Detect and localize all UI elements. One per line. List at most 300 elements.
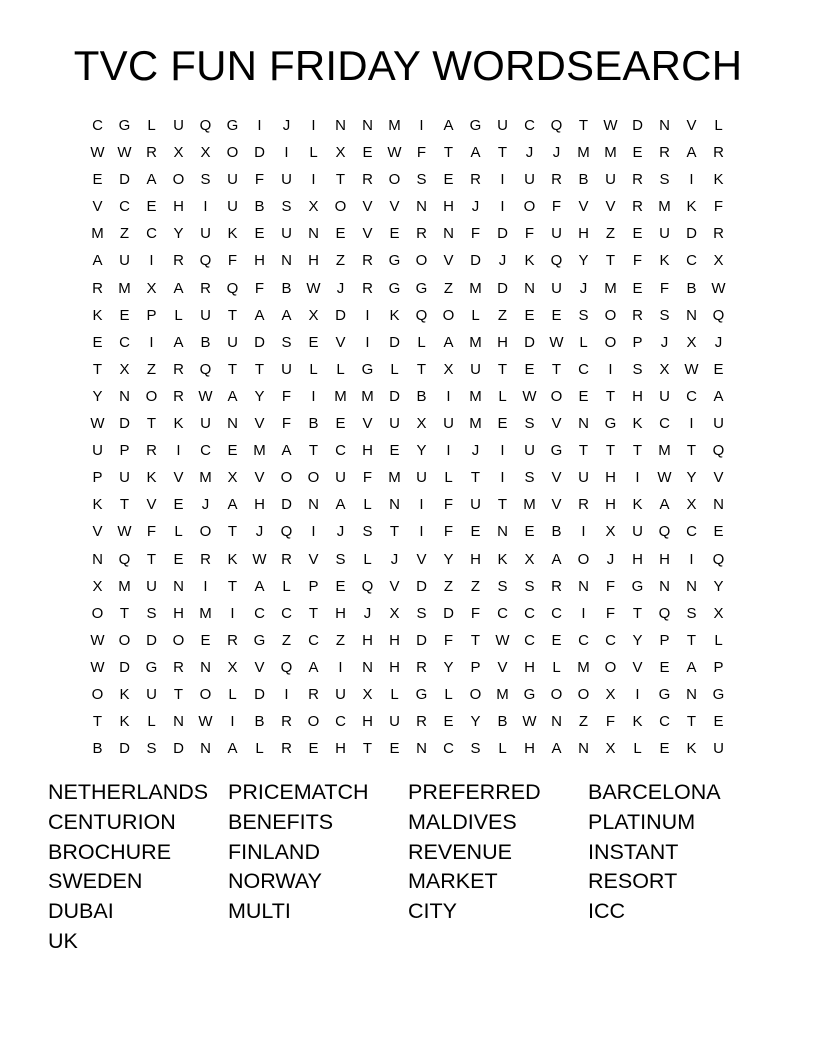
grid-letter: W [522,387,537,405]
grid-letter: R [632,198,643,216]
grid-letter: M [523,496,536,514]
grid-letter: E [308,333,319,351]
grid-letter: X [119,360,130,378]
grid-letter: G [712,685,725,703]
grid-letter: E [443,713,454,731]
grid-letter: D [497,279,508,297]
grid-letter: T [632,442,643,460]
grid-letter: N [362,117,373,134]
grid-letter: R [416,225,427,243]
grid-letter: V [308,550,319,568]
grid-letter: C [686,387,697,405]
grid-letter: S [416,604,427,622]
grid-letter: N [551,713,562,731]
grid-letter: U [443,415,454,433]
grid-letter: L [282,577,291,595]
grid-letter: R [173,252,184,270]
grid-letter: F [227,252,238,270]
grid-letter: G [118,117,131,134]
grid-letter: M [199,469,212,487]
grid-letter: X [659,360,670,378]
grid-letter: N [578,415,589,433]
grid-letter: E [308,740,319,758]
grid-letter: O [604,658,617,676]
grid-letter: E [632,225,643,243]
grid-letter: M [388,469,401,487]
grid-letter: M [361,387,374,405]
grid-letter: D [335,306,346,324]
grid-letter: E [173,550,184,568]
grid-letter: O [334,198,347,216]
grid-letter: Q [712,306,725,324]
grid-letter: R [416,713,427,731]
grid-letter: H [659,550,670,568]
grid-letter: H [254,496,265,514]
grid-letter: O [604,333,617,351]
grid-letter: X [308,198,319,216]
grid-letter: E [632,144,643,162]
grid-letter: O [415,252,428,270]
grid-letter: K [632,496,643,514]
grid-letter: D [119,658,130,676]
grid-letter: U [470,360,481,378]
grid-letter: O [577,685,590,703]
grid-letter: A [551,740,562,758]
grid-letter: Z [443,279,454,297]
word-list-item: PLATINUM [588,809,696,834]
grid-letter: D [119,415,130,433]
grid-letter: E [227,442,238,460]
grid-letter: Z [335,252,346,270]
grid-letter: L [390,360,399,378]
grid-letter: N [308,225,319,243]
grid-letter: A [686,658,697,676]
grid-letter: I [284,685,289,703]
grid-letter: J [498,252,507,270]
grid-letter: D [686,225,697,243]
grid-letter: O [442,306,455,324]
grid-letter: D [443,604,454,622]
grid-letter: I [446,442,451,460]
grid-letter: S [200,171,211,189]
grid-letter: B [551,523,562,541]
grid-letter: O [91,604,104,622]
grid-letter: G [415,279,428,297]
grid-letter: L [228,685,237,703]
grid-letter: A [173,333,184,351]
grid-letter: X [686,496,697,514]
grid-letter: X [713,252,724,270]
grid-letter: U [227,333,238,351]
grid-letter: D [254,333,265,351]
grid-letter: Y [92,387,103,405]
grid-letter: A [443,333,454,351]
word-list-item: REVENUE [408,839,512,864]
grid-letter: U [173,117,184,134]
grid-letter: T [578,117,589,134]
grid-letter: C [524,631,535,649]
grid-letter: C [659,713,670,731]
grid-letter: T [416,360,427,378]
grid-letter: U [524,171,535,189]
grid-letter: E [524,360,535,378]
grid-letter: V [389,577,400,595]
grid-letter: V [632,658,643,676]
grid-letter: G [226,117,239,134]
grid-letter: U [605,171,616,189]
grid-letter: V [389,198,400,216]
grid-letter: W [549,333,564,351]
grid-letter: C [308,631,319,649]
grid-letter: U [119,469,130,487]
grid-letter: G [550,442,563,460]
grid-letter: H [605,496,616,514]
grid-letter: J [471,442,480,460]
grid-letter: M [199,604,212,622]
grid-letter: J [363,604,372,622]
grid-letter: C [605,631,616,649]
grid-letter: O [145,387,158,405]
grid-letter: H [632,550,643,568]
grid-letter: I [203,577,208,595]
grid-letter: K [92,496,103,514]
grid-letter: R [173,360,184,378]
grid-letter: N [578,740,589,758]
grid-letter: D [524,333,535,351]
grid-letter: X [362,685,373,703]
grid-letter: F [551,198,562,216]
grid-letter: E [632,279,643,297]
grid-letter: E [389,740,400,758]
word-list-item: UK [48,928,78,953]
grid-letter: V [551,469,562,487]
grid-letter: N [200,658,211,676]
grid-letter: T [686,713,697,731]
grid-letter: C [578,360,589,378]
grid-letter: C [335,713,346,731]
grid-letter: T [119,604,130,622]
grid-letter: Z [605,225,616,243]
grid-letter: D [254,144,265,162]
grid-letter: I [689,415,694,433]
grid-letter: U [416,469,427,487]
grid-letter: V [362,415,373,433]
grid-letter: E [578,387,589,405]
grid-letter: Y [470,713,481,731]
grid-letter: K [713,171,724,189]
grid-letter: T [146,415,157,433]
grid-letter: M [469,387,482,405]
grid-letter: L [498,740,507,758]
grid-letter: O [523,198,536,216]
grid-letter: X [713,604,724,622]
grid-letter: H [632,387,643,405]
grid-letter: M [388,117,401,134]
grid-letter: R [173,387,184,405]
grid-letter: L [309,360,318,378]
grid-letter: S [524,415,535,433]
grid-letter: Z [281,631,292,649]
grid-letter: U [200,306,211,324]
grid-letter: M [253,442,266,460]
grid-letter: W [198,387,213,405]
grid-letter: E [659,740,670,758]
grid-letter: S [497,577,508,595]
grid-letter: L [714,631,723,649]
grid-letter: N [416,198,427,216]
grid-letter: O [91,685,104,703]
grid-letter: L [714,117,723,134]
grid-letter: S [416,171,427,189]
grid-letter: A [308,658,319,676]
grid-letter: W [90,658,105,676]
grid-letter: O [226,144,239,162]
word-list-item: PREFERRED [408,780,541,804]
grid-letter: J [336,523,345,541]
grid-letter: I [311,117,316,134]
grid-letter: O [172,171,185,189]
grid-letter: Z [578,713,589,731]
grid-letter: D [470,252,481,270]
grid-letter: T [497,360,508,378]
grid-letter: V [416,550,427,568]
grid-letter: U [281,225,292,243]
grid-letter: T [443,144,454,162]
grid-letter: J [255,523,264,541]
grid-letter: A [443,117,454,134]
grid-letter: Z [119,225,130,243]
grid-letter: G [415,685,428,703]
grid-letter: C [497,604,508,622]
grid-letter: H [362,442,373,460]
grid-letter: N [119,387,130,405]
grid-letter: V [578,198,589,216]
grid-letter: U [92,442,103,460]
grid-letter: D [416,577,427,595]
grid-letter: I [419,117,424,134]
grid-letter: P [713,658,724,676]
grid-letter: I [149,252,154,270]
grid-letter: M [118,577,131,595]
grid-letter: Q [658,523,671,541]
grid-letter: R [659,144,670,162]
grid-letter: K [173,415,184,433]
grid-letter: R [92,279,103,297]
grid-letter: E [173,496,184,514]
grid-letter: A [227,496,238,514]
grid-letter: C [119,198,130,216]
grid-letter: E [254,225,265,243]
grid-letter: I [608,360,613,378]
grid-letter: I [284,144,289,162]
grid-letter: V [551,415,562,433]
word-list-item: BARCELONA [588,780,721,804]
grid-letter: H [389,658,400,676]
grid-letter: D [632,117,643,134]
grid-letter: L [336,360,345,378]
grid-letter: B [497,713,508,731]
grid-letter: I [500,171,505,189]
word-list-item: BROCHURE [48,839,172,864]
grid-letter: L [417,333,426,351]
grid-letter: O [199,685,212,703]
grid-letter: T [497,144,508,162]
grid-letter: S [362,523,373,541]
grid-letter: T [92,360,103,378]
grid-letter: Q [199,360,212,378]
grid-letter: O [307,469,320,487]
grid-letter: Y [443,658,454,676]
grid-letter: O [307,713,320,731]
grid-letter: K [227,225,238,243]
grid-letter: O [550,685,563,703]
grid-letter: N [92,550,103,568]
grid-letter: U [389,415,400,433]
grid-letter: Z [335,631,346,649]
grid-letter: W [117,144,132,162]
grid-letter: I [338,658,343,676]
grid-letter: R [362,279,373,297]
grid-letter: F [713,198,724,216]
grid-letter: L [633,740,642,758]
grid-letter: Q [658,604,671,622]
grid-letter: R [362,171,373,189]
grid-letter: Y [713,577,724,595]
grid-letter: S [146,740,157,758]
grid-letter: Y [443,550,454,568]
grid-letter: X [524,550,535,568]
grid-letter: N [713,496,724,514]
grid-letter: E [443,171,454,189]
grid-letter: G [658,685,671,703]
grid-letter: E [335,225,346,243]
grid-letter: F [470,604,481,622]
grid-letter: I [230,604,235,622]
grid-letter: V [254,415,265,433]
grid-letter: G [388,279,401,297]
grid-letter: I [203,198,208,216]
grid-letter: Y [632,631,643,649]
grid-letter: K [497,550,508,568]
grid-letter: D [119,740,130,758]
grid-letter: P [119,442,130,460]
grid-letter: E [551,631,562,649]
grid-letter: X [227,658,238,676]
grid-letter: F [605,604,616,622]
grid-letter: I [500,469,505,487]
grid-letter: L [390,685,399,703]
grid-letter: W [657,469,672,487]
grid-letter: U [713,415,724,433]
grid-letter: E [713,523,724,541]
grid-letter: W [90,415,105,433]
grid-letter: N [443,225,454,243]
grid-letter: N [308,496,319,514]
grid-letter: X [416,415,427,433]
grid-letter: H [497,333,508,351]
grid-letter: T [470,631,481,649]
grid-letter: T [551,360,562,378]
grid-letter: I [257,117,262,134]
grid-letter: V [713,469,724,487]
grid-letter: A [173,279,184,297]
grid-letter: I [311,523,316,541]
grid-letter: N [659,577,670,595]
grid-letter: I [149,333,154,351]
grid-letter: Q [550,252,563,270]
grid-letter: C [659,415,670,433]
grid-letter: W [387,144,402,162]
page-title: TVC FUN FRIDAY WORDSEARCH [73,42,743,89]
grid-letter: N [200,740,211,758]
grid-letter: Q [712,550,725,568]
grid-letter: K [632,713,643,731]
grid-letter: M [658,198,671,216]
grid-letter: L [498,387,507,405]
grid-letter: H [443,198,454,216]
grid-letter: I [419,523,424,541]
grid-letter: A [470,144,481,162]
grid-letter: A [227,740,238,758]
grid-letter: I [635,685,640,703]
grid-letter: T [578,442,589,460]
grid-letter: E [389,442,400,460]
grid-letter: B [254,198,265,216]
grid-letter: F [254,279,265,297]
grid-letter: R [173,658,184,676]
grid-letter: T [92,713,103,731]
grid-letter: N [686,577,697,595]
grid-letter: S [335,550,346,568]
grid-letter: C [524,604,535,622]
grid-letter: O [199,523,212,541]
grid-letter: U [470,496,481,514]
grid-letter: U [335,469,346,487]
grid-letter: H [173,604,184,622]
grid-letter: D [497,225,508,243]
grid-letter: U [335,685,346,703]
grid-letter: K [686,740,697,758]
grid-letter: S [632,360,643,378]
grid-letter: N [173,577,184,595]
grid-letter: K [146,469,157,487]
grid-letter: R [281,550,292,568]
grid-letter: X [92,577,103,595]
grid-letter: S [524,577,535,595]
grid-letter: U [551,279,562,297]
grid-letter: H [362,631,373,649]
word-list [48,778,768,957]
grid-letter: U [146,685,157,703]
grid-letter: T [605,387,616,405]
grid-letter: W [90,631,105,649]
grid-letter: J [606,550,615,568]
grid-letter: U [389,713,400,731]
grid-letter: I [365,306,370,324]
grid-letter: N [335,117,346,134]
grid-letter: R [200,550,211,568]
grid-letter: P [92,469,103,487]
grid-letter: M [658,442,671,460]
grid-letter: W [117,523,132,541]
grid-letter: J [471,198,480,216]
grid-letter: Q [226,279,239,297]
grid-letter: A [254,306,265,324]
grid-letter: X [308,306,319,324]
grid-letter: X [443,360,454,378]
grid-letter: H [362,713,373,731]
grid-letter: Y [254,387,265,405]
